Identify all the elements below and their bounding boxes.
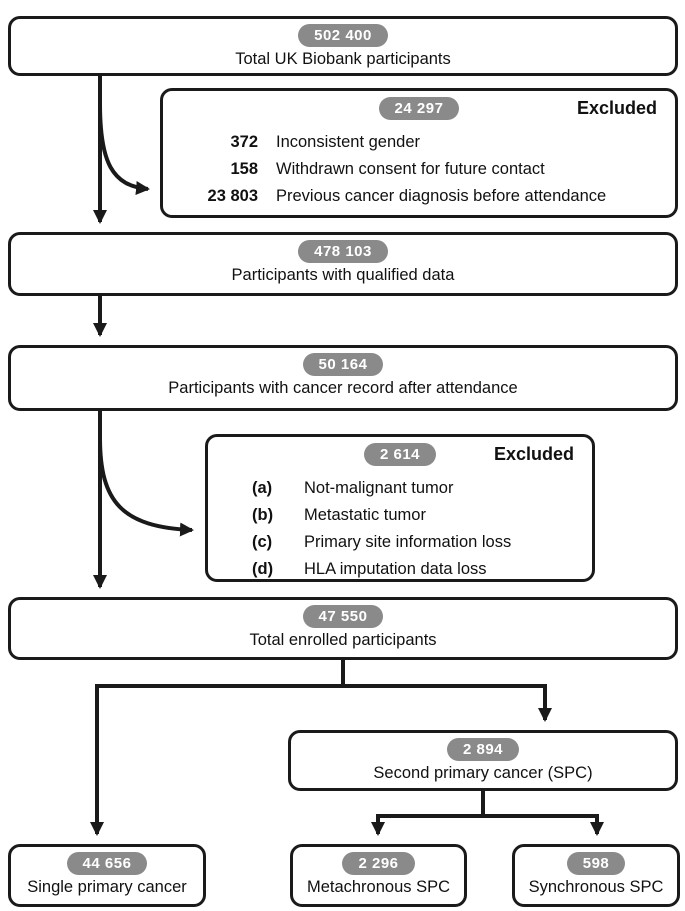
count-badge: 24 297 xyxy=(379,97,460,120)
count-badge: 2 296 xyxy=(342,852,414,875)
excluded-list xyxy=(173,129,665,210)
excluded-header xyxy=(218,443,582,473)
excluded-item-text: Metastatic tumor xyxy=(304,506,426,524)
arrow-to-excluded-1 xyxy=(100,104,148,189)
count-badge: 44 656 xyxy=(67,852,148,875)
excluded-header xyxy=(173,97,665,127)
excluded-item-text: Inconsistent gender xyxy=(276,133,421,151)
excluded-item-number: 158 xyxy=(230,160,258,178)
excluded-title: Excluded xyxy=(576,98,657,118)
box-single-primary xyxy=(8,844,206,907)
box-label: Participants with cancer record after attendance xyxy=(168,379,518,397)
excluded-title: Excluded xyxy=(493,444,574,464)
box-total-participants xyxy=(8,16,678,76)
box-label: Total UK Biobank participants xyxy=(235,50,451,68)
box-label: Participants with qualified data xyxy=(231,266,455,284)
box-metachronous-spc xyxy=(290,844,467,907)
excluded-item-letter: (a) xyxy=(252,479,273,497)
excluded-item-text: Previous cancer diagnosis before attendance xyxy=(276,187,607,205)
excluded-item xyxy=(173,129,665,156)
count-badge: 2 894 xyxy=(447,738,519,761)
box-excluded-1 xyxy=(160,88,678,218)
count-badge: 598 xyxy=(567,852,626,875)
excluded-item-number: 23 803 xyxy=(207,187,258,205)
count-badge: 47 550 xyxy=(303,605,384,628)
count-badge: 502 400 xyxy=(298,24,388,47)
excluded-item-text: Primary site information loss xyxy=(304,533,512,551)
excluded-item-letter: (b) xyxy=(252,506,274,524)
excluded-item xyxy=(218,556,582,583)
box-cancer-record xyxy=(8,345,678,411)
excluded-item-text: Withdrawn consent for future contact xyxy=(276,160,545,178)
excluded-item-text: HLA imputation data loss xyxy=(304,560,487,578)
excluded-item-letter: (d) xyxy=(252,560,274,578)
excluded-item-number: 372 xyxy=(230,133,258,151)
count-badge: 478 103 xyxy=(298,240,388,263)
box-excluded-2 xyxy=(205,434,595,582)
box-label: Total enrolled participants xyxy=(249,631,437,649)
box-label: Second primary cancer (SPC) xyxy=(373,764,593,782)
excluded-item xyxy=(218,475,582,502)
excluded-item xyxy=(218,529,582,556)
excluded-list xyxy=(218,475,582,583)
excluded-item xyxy=(173,156,665,183)
box-label: Synchronous SPC xyxy=(528,878,664,896)
count-badge: 2 614 xyxy=(364,443,436,466)
box-spc xyxy=(288,730,678,791)
excluded-item xyxy=(218,502,582,529)
box-label: Single primary cancer xyxy=(27,878,187,896)
arrow-to-excluded-2 xyxy=(100,438,192,530)
box-enrolled xyxy=(8,597,678,660)
box-qualified-data xyxy=(8,232,678,296)
count-badge: 50 164 xyxy=(303,353,384,376)
excluded-item-text: Not-malignant tumor xyxy=(304,479,454,497)
excluded-item-letter: (c) xyxy=(252,533,273,551)
box-label: Metachronous SPC xyxy=(306,878,451,896)
box-synchronous-spc xyxy=(512,844,680,907)
excluded-item xyxy=(173,183,665,210)
